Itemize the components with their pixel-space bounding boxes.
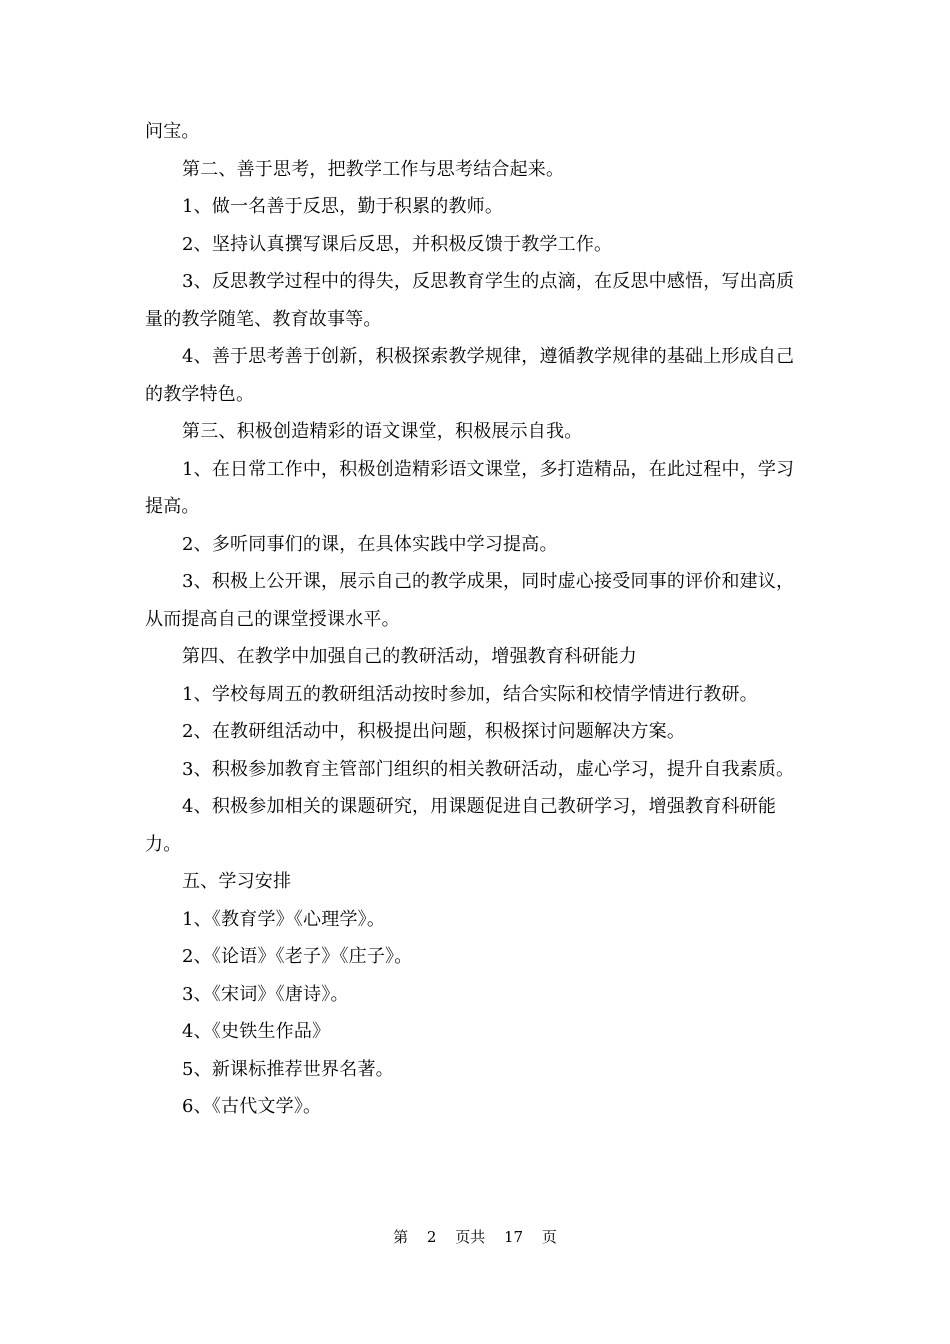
list-item: 6、《古代文学》。 [182,1096,322,1117]
list-item: 3、《宋词》《唐诗》。 [182,983,349,1005]
paragraph: 1、在日常工作中，积极创造精彩语文课堂，多打造精品，在此过程中，学习提高。 [145,458,795,517]
total-pages-number: 17 [504,1228,524,1246]
paragraph: 2、坚持认真撰写课后反思，并积极反馈于教学工作。 [182,233,613,255]
section-heading: 第二、善于思考，把教学工作与思考结合起来。 [182,158,565,180]
paragraph: 4、善于思考善于创新，积极探索教学规律，遵循教学规律的基础上形成自己的教学特色。 [145,346,795,405]
paragraph: 1、学校每周五的教研组活动按时参加，结合实际和校情学情进行教研。 [182,683,758,705]
paragraph: 3、积极参加教育主管部门组织的相关教研活动，虚心学习，提升自我素质。 [182,758,795,780]
paragraph: 问宝。 [145,121,200,142]
paragraph: 3、反思教学过程中的得失，反思教育学生的点滴，在反思中感悟，写出高质量的教学随笔、教育故事等。 [145,271,795,330]
list-item: 1、《教育学》《心理学》。 [182,908,386,930]
document-body [145,113,805,1126]
footer-middle: 页共 [455,1228,486,1246]
paragraph: 3、积极上公开课，展示自己的教学成果，同时虚心接受同事的评价和建议，从而提高自己的课堂授课水平。 [145,571,795,630]
footer-suffix: 页 [541,1228,557,1246]
footer-prefix: 第 [393,1228,409,1246]
page-footer [0,1226,950,1247]
section-heading: 五、学习安排 [182,871,292,892]
paragraph: 1、做一名善于反思，勤于积累的教师。 [182,196,504,217]
list-item: 5、新课标推荐世界名著。 [182,1058,394,1080]
list-item: 2、《论语》《老子》《庄子》。 [182,946,413,967]
section-heading: 第四、在教学中加强自己的教研活动，增强教育科研能力 [182,646,637,667]
list-item: 4、《史铁生作品》 [182,1021,331,1042]
paragraph: 2、多听同事们的课，在具体实践中学习提高。 [182,533,558,555]
paragraph: 4、积极参加相关的课题研究，用课题促进自己教研学习，增强教育科研能力。 [145,796,777,855]
section-heading: 第三、积极创造精彩的语文课堂，积极展示自我。 [182,421,583,442]
paragraph: 2、在教研组活动中，积极提出问题，积极探讨问题解决方案。 [182,721,686,742]
current-page-number: 2 [426,1228,437,1246]
